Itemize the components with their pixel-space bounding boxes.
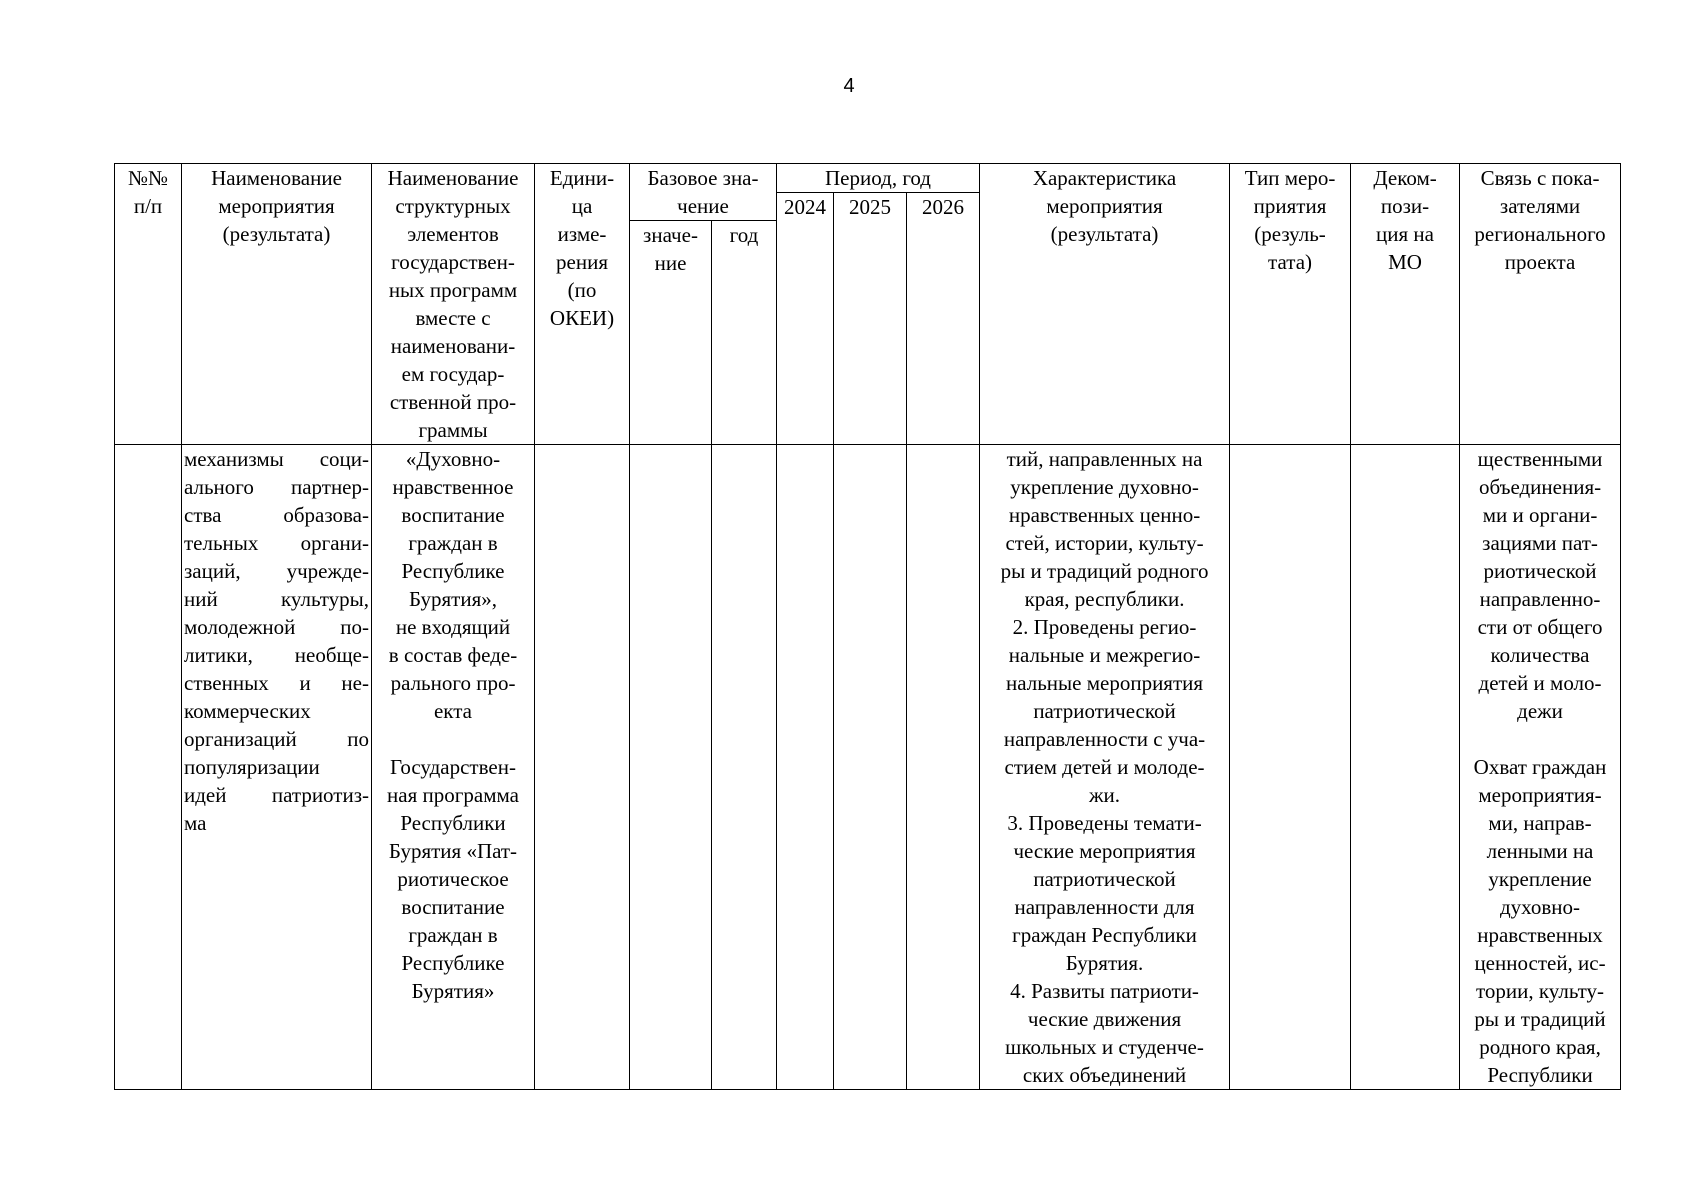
cell-characteristic: тий, направленных на укрепление духовно- нравственных ценно- стей, истории, культу- ры и традиций родного края, республики. 2. Проведены регио- нальные и межрегио- нальные мероприятия патриотической направленности с уча- стием детей и молоде- жи. 3. Проведены темати- ческие мероприятия патриотической направленности для граждан Республики Бурятия. 4. Развиты патриоти- ческие движения школьных и студенче- ских объединений xyxy=(980,445,1230,1090)
cell-base-value-value xyxy=(630,445,712,1090)
header-structural-elements: Наименование структурных элементов государствен- ных программ вместе с наименовани- ем государ- ственной про- граммы xyxy=(372,164,535,445)
event-name-line: популяризации xyxy=(184,755,320,779)
event-name-line: ственных и не- xyxy=(184,671,369,695)
header-characteristic: Характеристика мероприятия (результата) xyxy=(980,164,1230,445)
page-number: 4 xyxy=(843,75,855,97)
event-name-line: тельных органи- xyxy=(184,531,369,555)
cell-base-value-year xyxy=(712,445,777,1090)
events-table xyxy=(114,163,1621,1090)
header-type: Тип меро- приятия (резуль- тата) xyxy=(1230,164,1351,445)
event-name-line: ма xyxy=(184,811,207,835)
header-year-2025: 2025 xyxy=(834,193,907,445)
cell-decomposition xyxy=(1351,445,1460,1090)
event-name-line: организаций по xyxy=(184,727,369,751)
header-decomposition: Деком- пози- ция на МО xyxy=(1351,164,1460,445)
header-number: №№ п/п xyxy=(115,164,182,445)
cell-year-2024 xyxy=(777,445,834,1090)
cell-year-2025 xyxy=(834,445,907,1090)
header-base-value: Базовое зна- чение xyxy=(630,164,777,221)
event-name-line: ства образова- xyxy=(184,503,369,527)
event-name-line: молодежной по- xyxy=(184,615,369,639)
event-name-line: ний культуры, xyxy=(184,587,369,611)
event-name-line: ального партнер- xyxy=(184,475,369,499)
header-year-2026: 2026 xyxy=(907,193,980,445)
cell-type xyxy=(1230,445,1351,1090)
header-unit: Едини- ца изме- рения (по ОКЕИ) xyxy=(535,164,630,445)
cell-structural-elements: «Духовно- нравственное воспитание граждан в Республике Бурятия», не входящий в состав феде- рального про- екта Государствен- ная программа Республики Бурятия «Пат- риотическое воспитание граждан в Республике Бурятия» xyxy=(372,445,535,1090)
header-event-name: Наименование мероприятия (результата) xyxy=(182,164,372,445)
header-row-1 xyxy=(115,164,1621,193)
header-base-value-year: год xyxy=(712,221,777,445)
event-name-line: коммерческих xyxy=(184,699,311,723)
header-year-2024: 2024 xyxy=(777,193,834,445)
event-name-line: заций, учрежде- xyxy=(184,559,369,583)
event-name-line: идей патриотиз- xyxy=(184,783,369,807)
event-name-line: литики, необще- xyxy=(184,643,369,667)
cell-event-name xyxy=(182,445,372,1090)
cell-year-2026 xyxy=(907,445,980,1090)
cell-link: щественными объединения- ми и органи- зациями пат- риотической направленно- сти от общего количества детей и моло- дежи Охват граждан мероприятия- ми, направ- ленными на укрепление духовно- нравственных ценностей, ис- тории, культу- ры и традиций родного края, Республики xyxy=(1460,445,1621,1090)
header-link: Связь с пока- зателями регионального проекта xyxy=(1460,164,1621,445)
cell-number xyxy=(115,445,182,1090)
header-period: Период, год xyxy=(777,164,980,193)
cell-unit xyxy=(535,445,630,1090)
event-name-line: механизмы соци- xyxy=(184,447,369,471)
table-row xyxy=(115,445,1621,1090)
header-base-value-value: значе- ние xyxy=(630,221,712,445)
